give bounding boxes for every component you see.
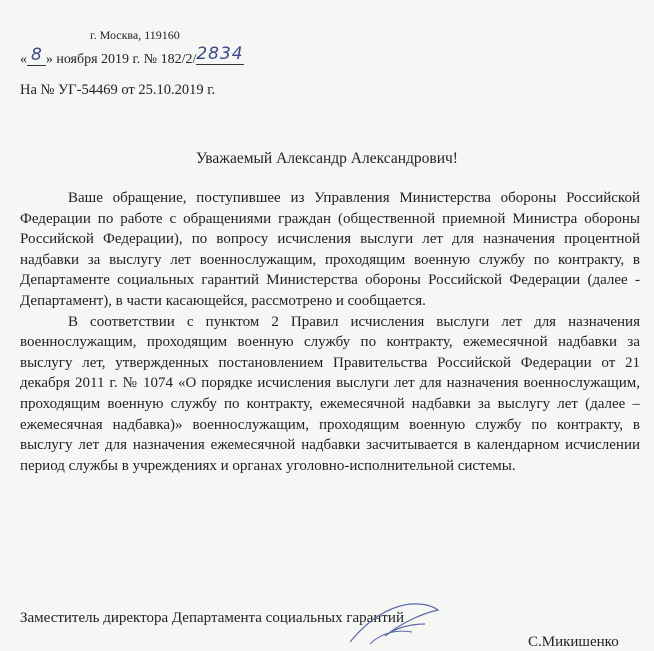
signatory-title: Заместитель директора Департамента социальных гарантий — [20, 610, 404, 626]
handwritten-day: 8 — [27, 45, 46, 66]
document-date — [20, 44, 244, 68]
letter-body — [20, 188, 640, 476]
handwritten-signature — [340, 594, 450, 649]
signatory-name: С.Микишенко — [528, 634, 619, 650]
paragraph-2: В соответствии с пунктом 2 Правил исчисления выслуги лет для назначения военнослужащим, проходящим военную службу по контракту, ежемесячной надбавки за выслугу лет, утвержденных постановлением Правительства Российской Федерации от 21 декабря 2011 г. № 1074 «О порядке исчисления выслуги лет для назначения военнослужащим, проходящим военную службу по контракту, ежемесячной надбавки за выслугу лет (далее – ежемесячная надбавка)» военнослужащим, проходящим военную службу по контракту, в выслугу лет для назначения ежемесячной надбавки засчитывается в календарном исчислении период службы в учреждениях и органах уголовно-исполнительной системы. — [20, 313, 640, 474]
greeting: Уважаемый Александр Александрович! — [196, 150, 458, 167]
date-text: » ноября 2019 г. № 182/2/ — [45, 52, 197, 67]
date-open-quote: « — [20, 52, 27, 67]
paragraph-1: Ваше обращение, поступившее из Управления Министерства обороны Российской Федерации по работе с обращениями граждан (общественной приемной Министра обороны Российской Федерации), по вопросу исчисления выслуги лет для назначения процентной надбавки за выслугу лет военнослужащим, проходящим военную службу по контракту, в Департаменте социальных гарантий Министерства обороны Российской Федерации (далее - Департамент), в части касающейся, рассмотрено и сообщается. — [20, 190, 640, 309]
reference-number: На № УГ-54469 от 25.10.2019 г. — [20, 82, 216, 98]
sender-address: г. Москва, 119160 — [90, 28, 180, 42]
handwritten-reg-number: 2834 — [196, 44, 244, 64]
